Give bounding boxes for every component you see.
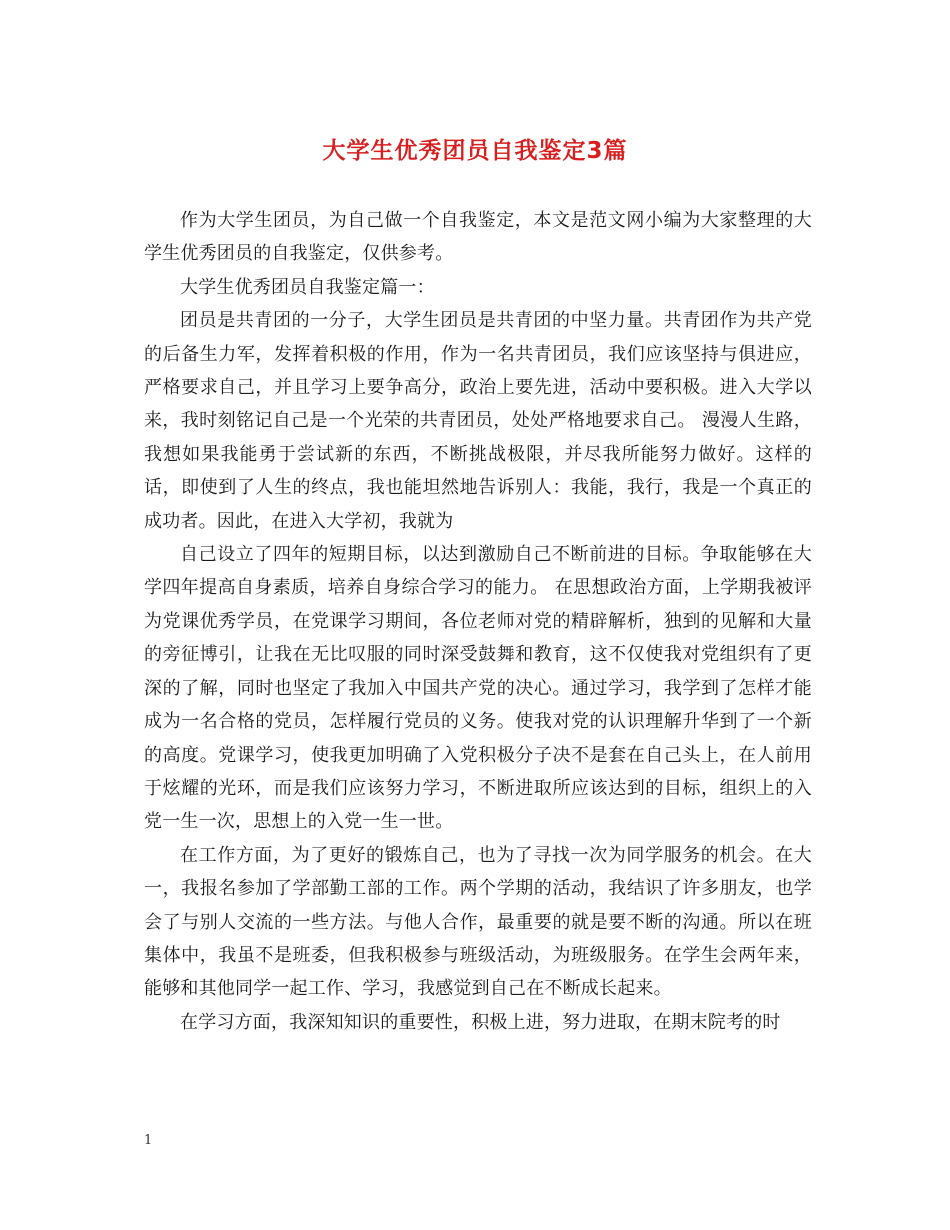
paragraph-intro: 作为大学生团员，为自己做一个自我鉴定，本文是范文网小编为大家整理的大学生优秀团员的自我鉴定，仅供参考。 (144, 210, 812, 265)
paragraph-study: 在学习方面，我深知知识的重要性，积极上进，努力进取，在期末院考的时 (180, 1011, 781, 1033)
paragraph-work: 在工作方面，为了更好的锻炼自己，也为了寻找一次为同学服务的机会。在大一，我报名参加了学部勤工部的工作。两个学期的活动，我结识了许多朋友，也学会了与别人交流的一些方法。与他人合作，最重要的就是要不断的沟通。所以在班集体中，我虽不是班委，但我积极参与班级活动，为班级服务。在学生会两年来，能够和其他同学一起工作、学习，我感觉到自己在不断成长起来。 (144, 844, 812, 1000)
page-number: 1 (144, 1133, 153, 1148)
document-title: 大学生优秀团员自我鉴定3篇 (322, 138, 628, 164)
paragraph-member-role: 团员是共青团的一分子，大学生团员是共青团的中坚力量。共青团作为共产党的后备生力军，发挥着积极的作用，作为一名共青团员，我们应该坚持与俱进应，严格要求自己，并且学习上要争高分，政治上要先进，活动中要积极。进入大学以来，我时刻铭记自己是一个光荣的共青团员，处处严格地要求自己。 漫漫人生路，我想如果我能勇于尝试新的东西，不断挑战极限，并尽我所能努力做好。这样的话，即使到了人生的终点，我也能坦然地告诉别人：我能，我行，我是一个真正的成功者。因此，在进入大学初，我就为 (144, 310, 812, 532)
section-heading-part-one: 大学生优秀团员自我鉴定篇一： (180, 276, 435, 298)
paragraph-political-study: 自己设立了四年的短期目标，以达到激励自己不断前进的目标。争取能够在大学四年提高自身素质，培养自身综合学习的能力。 在思想政治方面，上学期我被评为党课优秀学员，在党课学习期间，各位老师对党的精辟解析，独到的见解和大量的旁征博引，让我在无比叹服的同时深受鼓舞和教育，这不仅使我对党组织有了更深的了解，同时也坚定了我加入中国共产党的决心。通过学习，我学到了怎样才能成为一名合格的党员，怎样履行党员的义务。使我对党的认识理解升华到了一个新的高度。党课学习，使我更加明确了入党积极分子决不是套在自己头上，在人前用于炫耀的光环，而是我们应该努力学习，不断进取所应该达到的目标，组织上的入党一生一次，思想上的入党一生一世。 (144, 544, 812, 833)
document-body (144, 204, 812, 1039)
